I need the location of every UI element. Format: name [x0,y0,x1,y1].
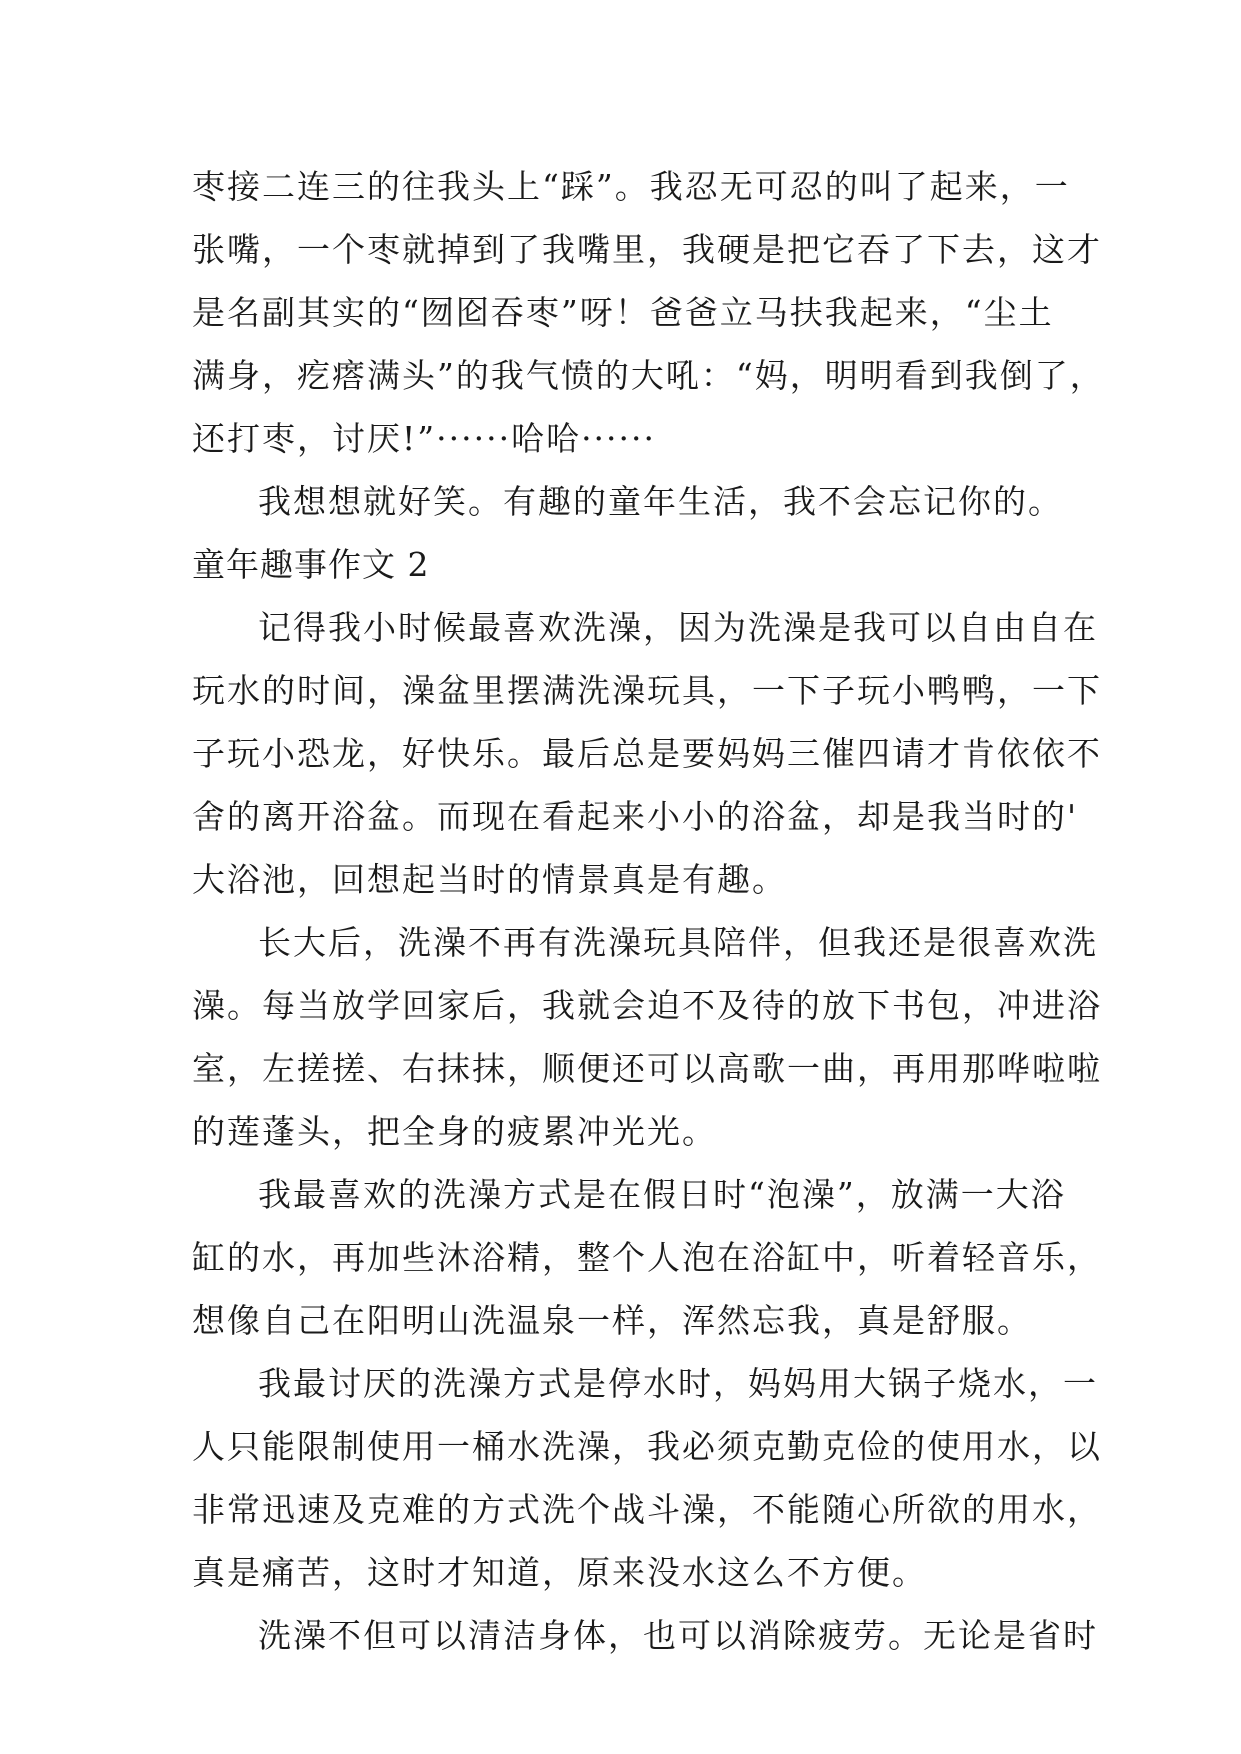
text-line: 玩水的时间，澡盆里摆满洗澡玩具，一下子玩小鸭鸭，一下 [192,671,1102,710]
text-line: 的莲蓬头，把全身的疲累冲光光。 [192,1112,717,1151]
paragraph-start-line: 我想想就好笑。有趣的童年生活，我不会忘记你的。 [258,482,1063,521]
paragraph-start-line: 洗澡不但可以清洁身体，也可以消除疲劳。无论是省时 [258,1616,1098,1655]
text-line: 想像自己在阳明山洗温泉一样，浑然忘我，真是舒服。 [192,1301,1032,1340]
text-line: 是名副其实的“囫囵吞枣”呀！爸爸立马扶我起来，“尘土 [192,293,1054,332]
paragraph-start-line: 长大后，洗澡不再有洗澡玩具陪伴，但我还是很喜欢洗 [258,923,1098,962]
text-line: 缸的水，再加些沐浴精，整个人泡在浴缸中，听着轻音乐， [192,1238,1102,1277]
text-line: 大浴池，回想起当时的情景真是有趣。 [192,860,787,899]
text-line: 非常迅速及克难的方式洗个战斗澡，不能随心所欲的用水， [192,1490,1102,1529]
paragraph-start-line: 记得我小时候最喜欢洗澡，因为洗澡是我可以自由自在 [258,608,1098,647]
paragraph-start-line: 我最讨厌的洗澡方式是停水时，妈妈用大锅子烧水，一 [258,1364,1098,1403]
text-line: 枣接二连三的往我头上“踩”。我忍无可忍的叫了起来，一 [192,167,1070,206]
paragraph-start-line: 我最喜欢的洗澡方式是在假日时“泡澡”，放满一大浴 [258,1175,1066,1214]
text-line: 人只能限制使用一桶水洗澡，我必须克勤克俭的使用水，以 [192,1427,1102,1466]
text-line: 张嘴，一个枣就掉到了我嘴里，我硬是把它吞了下去，这才 [192,230,1102,269]
text-line: 满身，疙瘩满头”的我气愤的大吼：“妈，明明看到我倒了， [192,356,1105,395]
text-line: 室，左搓搓、右抹抹，顺便还可以高歌一曲，再用那哗啦啦 [192,1049,1102,1088]
document-page [192,155,1105,1667]
text-line: 真是痛苦，这时才知道，原来没水这么不方便。 [192,1553,927,1592]
text-line: 子玩小恐龙，好快乐。最后总是要妈妈三催四请才肯依依不 [192,734,1102,773]
text-line: 澡。每当放学回家后，我就会迫不及待的放下书包，冲进浴 [192,986,1102,1025]
text-line: 舍的离开浴盆。而现在看起来小小的浴盆，却是我当时的' [192,797,1079,836]
section-heading: 童年趣事作文 2 [192,545,430,584]
text-line: 还打枣，讨厌!”······哈哈······ [192,419,657,458]
